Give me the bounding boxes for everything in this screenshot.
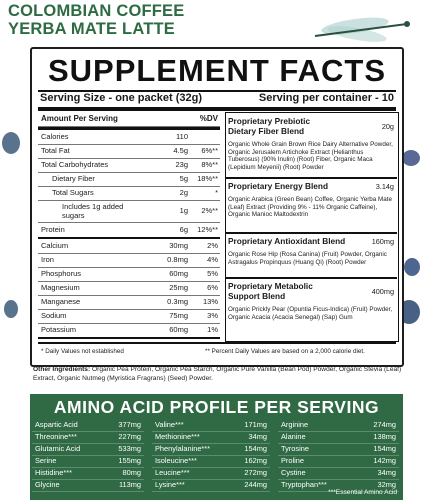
supplement-facts-panel	[30, 47, 404, 367]
amino-footnote: ***Essential Amino Acid	[328, 489, 397, 496]
blend-antioxidant	[225, 235, 397, 279]
product-title-line1: COLOMBIAN COFFEE	[8, 2, 185, 20]
amino-row: Phenylalanine*** 154mg	[152, 443, 270, 456]
other-ingredients-label: Other Ingredients:	[33, 366, 91, 373]
amino-row: Proline 142mg	[278, 455, 399, 468]
nutrient-row: Total Sugars 2g *	[38, 186, 220, 201]
column-header	[38, 112, 220, 127]
blend-title: Proprietary Metabolic Support Blend	[228, 281, 313, 301]
panel-title: SUPPLEMENT FACTS	[47, 53, 387, 88]
blend-amount: 160mg	[371, 237, 394, 246]
nutrient-row: Calcium 30mg 2%	[38, 239, 220, 254]
amount-header: Amount Per Serving	[41, 114, 118, 123]
footnote-dv: * Daily Values not established	[41, 348, 124, 355]
amino-row: Tyrosine 154mg	[278, 443, 399, 456]
amino-acid-title: AMINO ACID PROFILE PER SERVING	[53, 397, 380, 417]
amino-row: Alanine 138mg	[278, 431, 399, 444]
blend-amount: 20g	[381, 122, 394, 131]
blend-energy	[225, 180, 397, 234]
amino-acid-panel	[30, 394, 403, 500]
other-ingredients	[33, 366, 403, 384]
blend-amount: 400mg	[371, 287, 394, 296]
amino-row: Glutamic Acid 533mg	[32, 443, 144, 456]
other-ingredients-text: Organic Pea Protein, Organic Pea Starch, Organic Pure Vanilla (Bean Pod) Powder, Organic Stevia (Leaf) Extract, Organic Nutmeg (Myristica Fragrans) (Seed) Powder.	[33, 366, 402, 382]
amino-row: Threonine*** 227mg	[32, 431, 144, 444]
ink-splatter	[2, 132, 20, 154]
amino-row: Isoleucine*** 162mg	[152, 455, 270, 468]
blend-metabolic	[225, 280, 397, 338]
blend-ingredients: Organic Arabica (Green Bean) Coffee, Organic Yerba Mate (Leaf) Extract (Providing 9% - 11% Organic Caffeine), Organic Manioc Maltodextrin	[228, 196, 393, 219]
nutrient-row: Iron 0.8mg 4%	[38, 253, 220, 268]
amino-row: Tryptophan*** 32mg	[278, 479, 399, 492]
blend-ingredients: Organic Prickly Pear (Opuntia Ficus-Indica) (Fruit) Powder, Organic Acacia (Acacia Senegal) (Sap) Gum	[228, 306, 393, 321]
divider	[38, 107, 396, 111]
ink-splatter	[404, 258, 420, 276]
blend-title: Proprietary Prebiotic Dietary Fiber Blend	[228, 116, 311, 136]
nutrient-row: Includes 1g added sugars 1g 2%**	[38, 200, 220, 223]
nutrient-row: Dietary Fiber 5g 18%**	[38, 172, 220, 187]
amino-row: Leucine*** 272mg	[152, 467, 270, 480]
nutrient-row: Magnesium 25mg 6%	[38, 281, 220, 296]
product-title-line2: YERBA MATE LATTE	[8, 20, 175, 38]
ink-splatter	[4, 300, 18, 318]
amino-row: Methionine*** 34mg	[152, 431, 270, 444]
amino-row: Histidine*** 80mg	[32, 467, 144, 480]
blend-amount: 3.14g	[375, 182, 394, 191]
nutrient-row: Protein 6g 12%**	[38, 223, 220, 239]
blend-prebiotic	[225, 115, 397, 179]
amino-row: Aspartic Acid 377mg	[32, 419, 144, 432]
nutrient-row: Calories 110	[38, 130, 220, 145]
amino-row: Lysine*** 244mg	[152, 479, 270, 492]
amino-row: Cystine 34mg	[278, 467, 399, 480]
blend-title: Proprietary Antioxidant Blend	[228, 236, 346, 246]
dv-header: %DV	[199, 114, 218, 123]
ink-splatter	[402, 150, 420, 166]
nutrient-row: Potassium 60mg 1%	[38, 323, 220, 339]
serving-size: Serving Size - one packet (32g)	[40, 92, 202, 104]
nutrient-row: Sodium 75mg 3%	[38, 309, 220, 324]
divider	[38, 342, 396, 344]
blend-title: Proprietary Energy Blend	[228, 181, 329, 191]
amino-row: Valine*** 171mg	[152, 419, 270, 432]
blend-ingredients: Organic Whole Grain Brown Rice Dairy Alternative Powder, Organic Jerusalem Artichoke Extract (Helianthus Tuberosus) (90% Inulin) (Root) Fiber, Organic Maca (Lepidium Meyenii) (Root) Powder	[228, 141, 393, 171]
nutrient-row: Total Fat 4.5g 6%**	[38, 144, 220, 159]
amino-row: Arginine 274mg	[278, 419, 399, 432]
amino-row: Glycine 113mg	[32, 479, 144, 492]
blend-ingredients: Organic Rose Hip (Rosa Canina) (Fruit) Powder, Organic Astragalus Propinquus (Huang Qi) (Root) Powder	[228, 251, 387, 266]
footnote-percent: ** Percent Daily Values are based on a 2,000 calorie diet.	[205, 348, 365, 355]
nutrient-row: Manganese 0.3mg 13%	[38, 295, 220, 310]
product-title	[8, 2, 184, 38]
servings-per-container: Serving per container - 10	[258, 92, 394, 104]
amino-row: Serine 155mg	[32, 455, 144, 468]
nutrient-row: Total Carbohydrates 23g 8%**	[38, 158, 220, 173]
nutrient-row: Phosphorus 60mg 5%	[38, 267, 220, 282]
